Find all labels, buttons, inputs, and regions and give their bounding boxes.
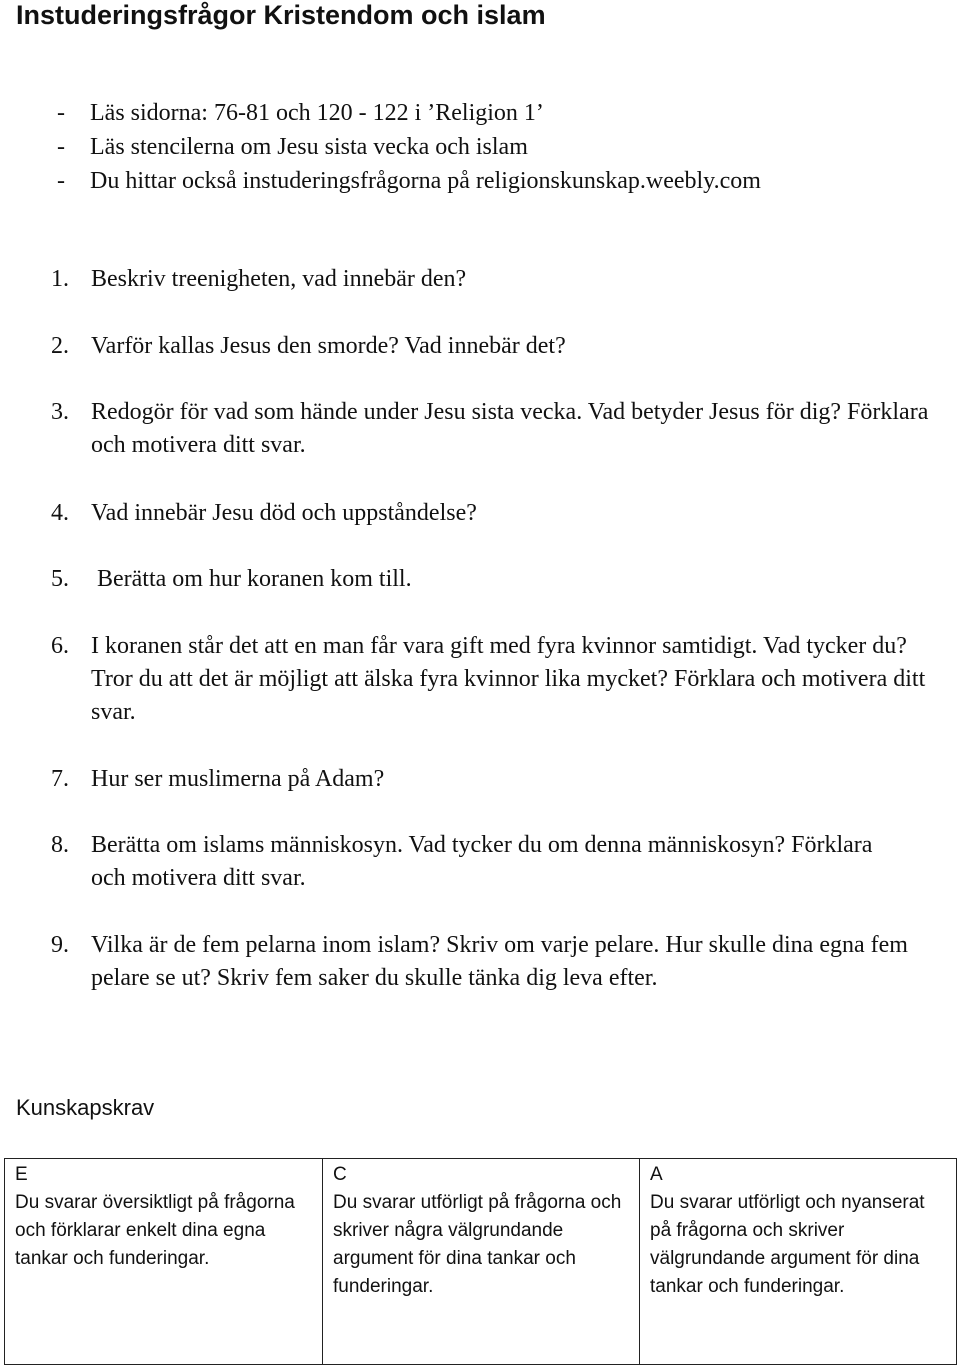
instruction-text: Läs sidorna: 76-81 och 120 - 122 i ’Religion 1’ — [90, 100, 544, 126]
instruction-text: Läs stencilerna om Jesu sista vecka och islam — [90, 134, 528, 160]
grade-cell — [5, 1159, 323, 1365]
question-text: Hur ser muslimerna på Adam? — [91, 766, 385, 792]
question-number: 1. — [51, 266, 69, 292]
bullet-dash: - — [57, 168, 65, 194]
question-number: 7. — [51, 766, 69, 792]
instruction-item — [57, 131, 761, 165]
grading-criteria-table — [4, 1158, 957, 1365]
question-number: 9. — [51, 932, 69, 958]
question-number: 5. — [51, 566, 69, 592]
grade-description: Du svarar utförligt och nyanserat på frågorna och skriver välgrundande argument för dina tankar och funderingar. — [650, 1192, 925, 1297]
grade-letter: E — [15, 1164, 28, 1185]
question-number: 4. — [51, 500, 69, 526]
question-number: 8. — [51, 832, 69, 858]
question-number: 2. — [51, 333, 69, 359]
bullet-dash: - — [57, 134, 65, 160]
instruction-item — [57, 97, 761, 131]
bullet-dash: - — [57, 100, 65, 126]
grade-cell — [640, 1159, 957, 1365]
page-title: Instuderingsfrågor Kristendom och islam — [16, 0, 546, 30]
instruction-text: Du hittar också instuderingsfrågorna på religionskunskap.weebly.com — [90, 168, 761, 194]
grade-description: Du svarar utförligt på frågorna och skriver några välgrundande argument för dina tankar och funderingar. — [333, 1192, 622, 1297]
reading-instructions — [57, 97, 761, 199]
grade-letter: A — [650, 1164, 663, 1185]
question-text: I koranen står det att en man får vara gift med fyra kvinnor samtidigt. Vad tycker du? Tror du att det är möjligt att älska fyra kvinnor lika mycket? Förklara och motivera ditt svar. — [91, 633, 926, 725]
instruction-item — [57, 165, 761, 199]
question-text: Berätta om islams människosyn. Vad tycker du om denna människosyn? Förklara och motivera ditt svar. — [91, 832, 873, 891]
grade-cell — [323, 1159, 640, 1365]
question-text: Vad innebär Jesu död och uppståndelse? — [91, 500, 477, 526]
question-text: Beskriv treenigheten, vad innebär den? — [91, 266, 467, 292]
grade-description: Du svarar översiktligt på frågorna och förklarar enkelt dina egna tankar och funderingar. — [15, 1192, 295, 1269]
question-number: 6. — [51, 633, 69, 659]
question-text: Vilka är de fem pelarna inom islam? Skriv om varje pelare. Hur skulle dina egna fem pelare se ut? Skriv fem saker du skulle tänka dig leva efter. — [91, 932, 908, 991]
question-text: Varför kallas Jesus den smorde? Vad innebär det? — [91, 333, 566, 359]
grade-letter: C — [333, 1164, 347, 1185]
question-text: Berätta om hur koranen kom till. — [91, 566, 412, 592]
knowledge-requirements-heading: Kunskapskrav — [16, 1095, 155, 1120]
question-text: Redogör för vad som hände under Jesu sista vecka. Vad betyder Jesus för dig? Förklara och motivera ditt svar. — [91, 399, 929, 458]
question-number: 3. — [51, 399, 69, 425]
table-row — [5, 1159, 957, 1365]
